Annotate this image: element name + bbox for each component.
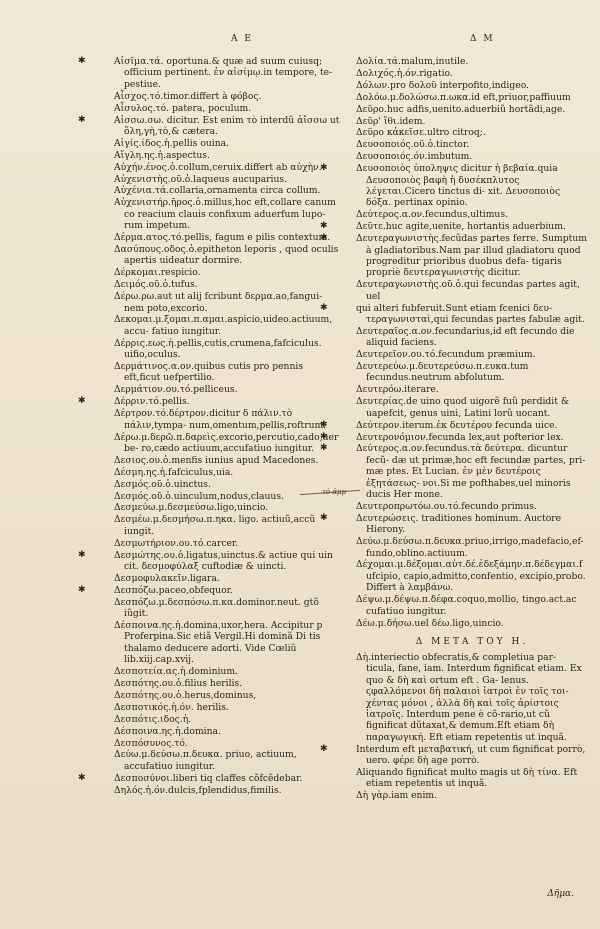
dictionary-entry: Δεσμός.οῦ.ὁ.uinculum,nodus,clauus.	[114, 490, 284, 502]
dictionary-entry: Δεσμωτήριον.ου.τό.carcer.	[114, 537, 239, 549]
dictionary-entry: Δευτερόω.iterare.	[356, 384, 439, 396]
dictionary-entry: Δολία.τά.malum,inutile.	[356, 56, 469, 67]
dictionary-entry: Δέω.μ.δήσω.uel δέω.ligo,uincio.	[356, 617, 504, 629]
dictionary-entry: Δέσποινα.ης.ἡ.domina.	[114, 725, 221, 737]
dictionary-entry: Αὐχενιστήρ.ῆρος.ὁ.millus,hoc eft,collare canum co reacium clauis confixum aduerfum lupo- rum impetum.	[114, 197, 336, 232]
left-column	[114, 56, 342, 797]
dictionary-entry: Δέρω.ρω.aut ut alij fcribunt δερμα.ao,fangui- nem poto,excorio.	[114, 291, 323, 314]
dictionary-entry: Δεῦρο.huc adfis,uenito.aduerbiũ hortãdi,age.	[356, 103, 566, 115]
dictionary-entry: ✱ Δεῦτε.huc agite,uenite, hortantis aduerbium.	[356, 221, 588, 232]
dictionary-entry: Δέχομαι.μ.δέξομαι.αὐτ.δέ.ἐδεξάμην.π.δέδεγμαι.fufcipio, capio,admitto,confentio, excipio,probo. Differt à λαμβάνω.	[356, 559, 586, 594]
right-column	[356, 56, 588, 802]
dictionary-entry: Αἶσχος.τό.timor.differt à φόβος.	[114, 90, 262, 102]
dictionary-entry: ✱ Δεύτερον.iterum.ἐκ δευτέρου fecunda uice.	[356, 420, 588, 431]
dictionary-entry: Δέψω.μ.δέψω.π.δέφα.coquo,mollio, tingo.act.ac cufatiuo iungitur.	[356, 594, 577, 617]
dictionary-entry: Δὴ.interiectio obfecratis,& completiua par- ticula, fane, iam. Interdum fignificat etiam. Ex quo & δὴ καὶ ortum eft . Ga- lenus. ϛφαλλόμενοι δὴ παλαιοὶ ἰατροὶ ἐν τοῖς τοι- χέντας μόνοι , ἀλλὰ δὴ καὶ τοῖς ἀρίστοις ἰατροῖς. Interdum pene è cõ-rario,ut cũ fignificat dũtaxat,& demum.Eft etiam δὴ παραγωγική. Eft etiam repetentis ut inquã.	[356, 651, 582, 743]
dictionary-entry: Αἰγίς.ίδος.ἡ.pellis ouina.	[114, 137, 230, 149]
dictionary-entry: Δεύω.μ.δεύσω.π.δευκα.priuo,irrigo,madefacio,ef- fundo,oblino.actiuum.	[356, 536, 584, 559]
dictionary-entry: Δόλων.pro δολοῦ interpofito,indigeo.	[356, 79, 529, 91]
dictionary-entry: ✱ Δεσπόζω.paceo,obfequor.	[114, 585, 342, 596]
catchword: Δῆμα.	[547, 889, 574, 899]
dictionary-entry: Δεσμέω.μ.δεσμήσω.π.ηκα. ligo. actiuũ,accũ iungit.	[114, 514, 316, 537]
dictionary-entry: Δέρκομαι.respicio.	[114, 267, 201, 279]
dictionary-entry: Δέρρις.εως.ἡ.pellis,cutis,crumena,fafciculus. uifio,oculus.	[114, 337, 322, 361]
dictionary-entry: Δεύω.μ.δεύσω.π.δευκα. priuo, actiuum, accufatiuo iungitur.	[114, 749, 297, 772]
dictionary-entry: Αὐχένια.τά.collaria,ornamenta circa collum.	[114, 185, 321, 197]
dictionary-entry: Δηλός.ἡ.όν.dulcis,fplendidus,fimilis.	[114, 784, 282, 796]
dictionary-entry: ✱ Δευσοποιὸς ὑποληψις dicitur ἡ βεβαία.quia Δευσοποιὸς βαφὴ ἡ δυσέκπλυτος λέγεται.Cicero tinctus di- xit. Δευσοποιὸς δόξα. pertinax opinio.	[356, 163, 588, 209]
right-entries	[356, 56, 588, 629]
dictionary-entry: Δεσπόσυνος.τό.	[114, 737, 188, 749]
dictionary-entry: Δεσμεύω.μ.δεσμεύσω.ligo,uincio.	[114, 502, 269, 514]
dictionary-entry: Δεκομαι.μ.ξομαι.π.αμαι.aspicio,uideo.actiuum, accu- fatiuo iungitur.	[114, 314, 333, 337]
dictionary-entry: ✱ Δεσμώτης.ου.ὁ.ligatus,uinctus.& actiue qui uin cit. δεσμοφύλαξ cuftodiæ & uincti.	[114, 550, 342, 573]
dictionary-entry: Δεσιος.ου.ὁ.menfis iunius apud Macedones.	[114, 454, 319, 466]
dictionary-entry: Δεσμοφυλακεῖν.ligara.	[114, 572, 220, 584]
section-title: Δ ΜΕΤΑ ΤΟΥ Η.	[415, 636, 529, 647]
dictionary-entry: Δολόω.μ.δολώσω.π.ωκα.id eft,priuor,paffiuum	[356, 91, 571, 103]
dictionary-entry: ✱ Δέρριν.τό.pellis.	[114, 396, 342, 407]
dictionary-entry: Αὐχενιστὴς.οῦ.ὁ.laqueus aucuparius.	[114, 173, 288, 185]
dictionary-entry: Δεσποτεία.ας.ἡ.dominium.	[114, 666, 238, 678]
dictionary-entry: Δειμός.οῦ.ὁ.tufus.	[114, 279, 198, 291]
dictionary-entry: Δεσπότης.ου.ὁ.herus,dominus,	[114, 689, 257, 701]
dictionary-entry: Δευτερεύω.μ.δευτερεύσω.π.ευκα.tum fecundus.neutrum abfolutum.	[356, 361, 529, 384]
dictionary-entry: Δευσοποιός.όν.imbutum.	[356, 151, 473, 163]
section-entries	[356, 652, 588, 802]
dictionary-entry: Δεῦρ' ἴθι.idem.	[356, 115, 426, 127]
dictionary-entry: Δεσποτικός.ἡ.όν. herilis.	[114, 701, 229, 713]
header-right: Δ M	[470, 34, 495, 44]
dictionary-entry: Αἴγλη.ης.ἡ.aspectus.	[114, 149, 210, 161]
dictionary-entry: Δεῦρο κἀκεῖσε.ultro citroq;.	[356, 127, 486, 139]
dictionary-entry: ✱ Αἰσῖμα.τά. oportuna.& quæ ad suum cuiusq; officium pertinent. ἐν αἰσίμῳ.in tempore, te- pestiue.	[114, 56, 342, 90]
dictionary-entry: ✱ Δεσποσύνοι.liberi tiq claffes cõfcẽdebar.	[114, 773, 342, 784]
dictionary-entry: Δεσμός.οῦ.ὁ.uinctus.	[114, 478, 211, 490]
dictionary-entry: Δεύτερος.α.ον.fecundus,ultimus.	[356, 209, 508, 221]
dictionary-entry: Αἶσυλος.τό. patera, poculum.	[114, 102, 252, 114]
dictionary-entry: Δερμάτινος.α.ον.quibus cutis pro pennis eft,ficut uefpertilio.	[114, 361, 304, 384]
dictionary-entry: Δεσπότις.ιδος.ἡ.	[114, 713, 192, 725]
running-header	[0, 34, 600, 50]
dictionary-entry: Δευτερίας.de uino quod uigorẽ fuũ perdidit & uapefcit, genus uini, Latini lorũ uocant.	[356, 396, 570, 419]
dictionary-entry: ✱ Αἰσσω.σω. dicitur. Est enim τὸ interdũ ἀἴσσω ut ὅλη,γὴ,τὸ,& cætera.	[114, 115, 342, 138]
dictionary-entry: Δέρτρον.τό.δέρτρον.dicitur δ πάλιν.τὸ πάλιν,tympa- num,omentum,pellis,roftrum.	[114, 408, 327, 431]
dictionary-entry: Δευτερεῖον.ου.τό.fecundum præmium.	[356, 349, 536, 361]
dictionary-entry: Δευτεροπρωτόω.ου.τό.fecundo primus.	[356, 500, 537, 512]
dictionary-entry: ✱ Δεύτερος.α.ον.fecundus.τὰ δεύτερα. dicuntur fecũ- dæ ut primæ,hoc eft fecundæ partes, pri- mæ ptes. Et Lucian. ἐν μὲν δευτέροις ἐξητάσεως- νοι.Si me pofthabes,uel minoris ducis Her mone.	[356, 443, 588, 500]
dictionary-entry: Δεσπόζω.μ.δεσπόσω.π.κα.dominor.neut. gtõ iũgit.	[114, 596, 319, 620]
dictionary-entry: ✱ Δευτερώσεις. traditiones hominum. Auctore Hierony.	[356, 513, 588, 536]
dictionary-entry: ✱ Δευτερονόμιον.fecunda lex,aut pofterior lex.	[356, 432, 588, 443]
dictionary-entry: Δολιχός.ἡ.όν.rigatio.	[356, 67, 453, 79]
dictionary-entry: Δερμάτιον.ου.τό.pelliceus.	[114, 384, 238, 396]
dictionary-entry: Δέρμα.ατος.τό.pellis, fagum e pilis contextum.	[114, 232, 331, 244]
dictionary-entry: Δὴ γὰρ.iam enim.	[356, 790, 438, 802]
margin-note: τὸ ἀμμ	[322, 488, 347, 496]
dictionary-entry: ✱ Δευτεραγωνιστὴς.fecũdas partes ferre. Sumptum à gladiatoribus.Nam par illud gladiatoru quod progreditur prioribus duobus defa- tigaris propriè δευτεραγωνιστὴς dicitur.	[356, 233, 588, 279]
dictionary-entry: Αὐχήν.ένος.ὁ.collum,ceruix.differt ab αὐχὴν.	[114, 161, 322, 173]
dictionary-entry: Aliquando fignificat multo magis ut δὴ τίνα. Eft etiam repetentis ut inquã.	[356, 766, 578, 790]
dictionary-entry: Δευτεραγωνιστὴς.οῦ.ὁ.qui fecundas partes agit, uel	[356, 279, 580, 302]
dictionary-entry: Δέσποινα.ης.ἡ.domina,uxor,hera. Accipitur p Proferpina.Sic etiã Vergil.Hi dominã Di tis thalamo deducere adorti. Vide Cœliũ lib.xiij.cap.xvij.	[114, 620, 323, 666]
dictionary-entry: Δευσοποιός.οῦ.ὁ.tinctor.	[356, 139, 470, 151]
dictionary-entry: ✱ Interdum eft μεταβατική, ut cum fignificat porrò, uero. φέρε δὴ age porrò.	[356, 744, 588, 767]
dictionary-entry: Δευτεραῖος.α.ον.fecundarius,id eft fecundo die aliquid faciens.	[356, 325, 575, 349]
dictionary-entry: Δέρω.μ.δερῶ.π.δαρεὶς.excorio,percutio,cado,uerbe- ro,cædo actiuum,accufatiuo iungitur.	[114, 431, 339, 454]
dictionary-entry: Δασύπους.οδος.ὁ.epitheton leporis , quod oculis apertis uideatur dormire.	[114, 244, 339, 267]
dictionary-entry: Δεσπότης.ου.ὁ.filius herilis.	[114, 678, 243, 690]
dictionary-entry: Δέσμη.ης.ἡ.fafciculus,uia.	[114, 466, 234, 478]
dictionary-entry: ✱ qui alteri fubferuit.Sunt etiam fcenici δευ- τεραγωνισταὶ,qui fecundas partes fabulæ agit.	[356, 303, 588, 326]
header-left: A E	[231, 34, 253, 44]
